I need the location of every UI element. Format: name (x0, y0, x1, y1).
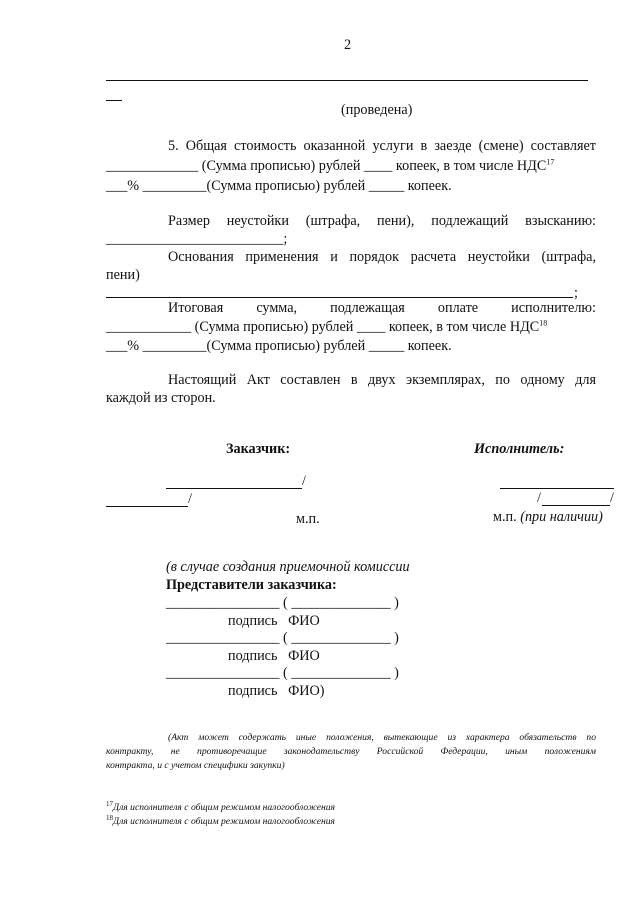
total-word: сумма, (256, 300, 298, 316)
commission-row-sub: подпись ФИО) (228, 683, 325, 699)
total-word: подлежащая (330, 300, 405, 316)
copies-line-2: каждой из сторон. (106, 390, 216, 406)
executor-stamp-note: (при наличии) (520, 509, 603, 525)
customer-signature-slash: / (302, 473, 306, 489)
total-line-1 (168, 299, 596, 317)
page-number: 2 (344, 37, 352, 53)
customer-name-slash: / (188, 491, 192, 507)
executor-name-line (542, 505, 610, 506)
customer-label: Заказчик: (226, 441, 291, 457)
footnote-18-number: 18 (106, 813, 113, 822)
executor-signature-slash-right: / (610, 490, 614, 506)
carried-state: (проведена) (341, 102, 413, 118)
total-amount-text: (Сумма прописью) рублей ____ копеек, в том числе НДС (191, 319, 540, 335)
penalty-basis-end: ; (574, 285, 578, 301)
executor-signature-slash-left: / (537, 490, 541, 506)
fill-line-short (106, 100, 122, 101)
cost-line-1: 5. Общая стоимость оказанной услуги в заезде (смене) составляет (168, 138, 596, 154)
footnote-ref-17: 17 (546, 157, 555, 167)
total-word: оплате (437, 300, 479, 316)
act-note-line-3: контракта, и с учетом специфики закупки) (106, 760, 285, 771)
commission-row-sub: подпись ФИО (228, 613, 320, 629)
footnote-17 (106, 801, 335, 815)
penalty-basis-fill-line (106, 297, 573, 298)
commission-row-line: ________________ ( ______________ ) (166, 630, 399, 646)
commission-row-line: ________________ ( ______________ ) (166, 595, 399, 611)
customer-stamp-place: м.п. (296, 511, 320, 527)
footnote-ref-18: 18 (539, 318, 548, 328)
commission-note: (в случае создания приемочной комиссии (166, 559, 410, 575)
act-note-line-2: контракту, не противоречащие законодательству Российской Федерации, иным положениям (106, 746, 596, 757)
total-word: Итоговая (168, 300, 224, 316)
cost-amount-text: (Сумма прописью) рублей ____ копеек, в том числе НДС (198, 158, 547, 174)
total-amount-blank: ____________ (106, 319, 192, 335)
commission-row-sub: подпись ФИО (228, 648, 320, 664)
cost-amount-blank: _____________ (106, 158, 199, 174)
cost-line-3: ___% _________(Сумма прописью) рублей _____ копеек. (106, 178, 452, 194)
commission-row-line: ________________ ( ______________ ) (166, 665, 399, 681)
penalty-line-1: Размер неустойки (штрафа, пени), подлежащий взысканию: (168, 213, 596, 229)
footnote-18 (106, 815, 335, 829)
total-line-2 (106, 318, 547, 336)
footnote-17-number: 17 (106, 799, 113, 808)
fill-line (106, 80, 588, 81)
customer-signature-line (166, 488, 302, 489)
executor-signature-line (500, 488, 614, 489)
penalty-line-2: _________________________; (106, 231, 288, 247)
total-word: исполнителю: (511, 300, 596, 316)
penalty-basis-line-2: пени) (106, 267, 140, 283)
penalty-basis-line-1: Основания применения и порядок расчета неустойки (штрафа, (168, 249, 596, 265)
total-line-3: ___% _________(Сумма прописью) рублей _____ копеек. (106, 338, 452, 354)
executor-label: Исполнитель: (474, 441, 565, 457)
customer-name-line (106, 506, 188, 507)
copies-line-1: Настоящий Акт составлен в двух экземплярах, по одному для (168, 372, 596, 388)
commission-title: Представители заказчика: (166, 577, 337, 593)
executor-stamp-text: м.п. (493, 509, 517, 525)
act-note-line-1: (Акт может содержать иные положения, вытекающие из характера обязательств по (168, 732, 596, 743)
executor-stamp-place (493, 508, 603, 526)
cost-line-2 (106, 157, 554, 175)
footnote-17-text: Для исполнителя с общим режимом налогообложения (113, 802, 335, 813)
footnote-18-text: Для исполнителя с общим режимом налогообложения (113, 816, 335, 827)
